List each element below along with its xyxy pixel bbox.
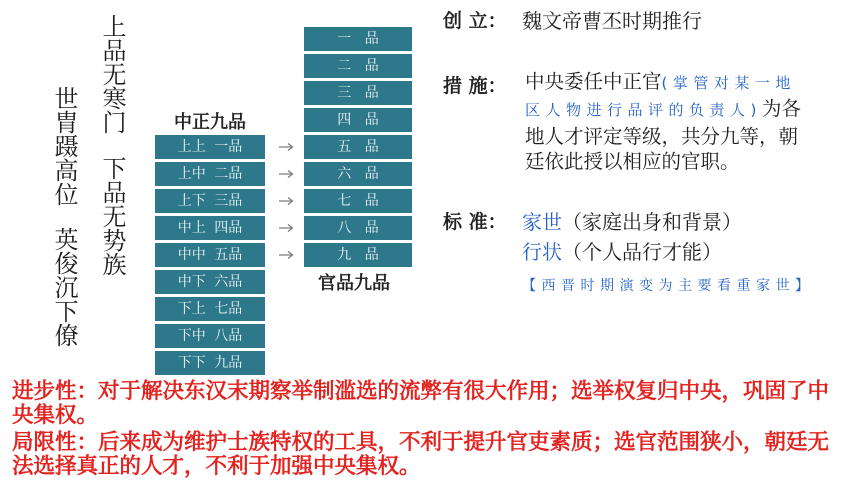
- mapping-arrow-icon: [277, 189, 295, 213]
- evaluation-limitations-label: 局限性：: [12, 430, 99, 455]
- criteria-item-conduct: [522, 241, 722, 263]
- founding-text: 魏文帝曹丕时期推行: [522, 9, 702, 33]
- zhongzheng-official-note: (掌管对某一地区人物进行品评的负责人): [525, 74, 796, 120]
- zhongzheng-rank-box: 下中 八品: [155, 324, 265, 348]
- zhongzheng-rank-box: 中上 四品: [155, 216, 265, 240]
- official-rank-box: 二 品: [304, 54, 412, 78]
- zhongzheng-rank-box: 上上 一品: [155, 135, 265, 159]
- measures-description: [525, 69, 809, 175]
- official-rank-box: 四 品: [304, 108, 412, 132]
- couplet-2-second-line: 英俊沉下僚: [50, 227, 78, 347]
- official-rank-box: 五 品: [304, 135, 412, 159]
- criteria-term: 行状: [522, 240, 562, 264]
- evaluation-limitations: [12, 431, 842, 479]
- criteria-term: 家世: [522, 210, 562, 234]
- criteria-note: 【西晋时期演变为主要看重家世】: [522, 278, 815, 294]
- official-ranks-title: 官品九品: [318, 273, 390, 294]
- mapping-arrow-icon: [277, 162, 295, 186]
- zhongzheng-ranks-title: 中正九品: [174, 112, 246, 133]
- couplet-1-second-line: 下品无势族: [98, 156, 126, 276]
- official-rank-box: 三 品: [304, 81, 412, 105]
- mapping-arrow-icon: [277, 216, 295, 240]
- criteria-label: 标 准：: [443, 211, 507, 233]
- criteria-description: （个人品行才能）: [562, 240, 722, 264]
- measures-label: 措 施：: [443, 75, 507, 97]
- couplet-2-first-line: 世胄蹑高位: [50, 86, 78, 206]
- mapping-arrow-icon: [277, 243, 295, 267]
- evaluation-limitations-text: 后来成为维护士族特权的工具，不利于提升官吏素质；选官范围狭小，朝廷无法选择真正的人才，不利于加强中央集权。: [12, 430, 830, 479]
- rank-mapping-arrows: [277, 135, 295, 375]
- couplet-1-first-line: 上品无寒门: [98, 14, 126, 134]
- evaluation-progressive-label: 进步性：: [12, 379, 99, 404]
- zhongzheng-rank-box: 上中 二品: [155, 162, 265, 186]
- criteria-item-family: [522, 211, 742, 233]
- measures-text-start: 中央委任中正官: [525, 70, 662, 93]
- official-rank-box: 八 品: [304, 216, 412, 240]
- official-rank-box: 七 品: [304, 189, 412, 213]
- criteria-description: （家庭出身和背景）: [562, 210, 742, 234]
- official-rank-box: 九 品: [304, 243, 412, 267]
- zhongzheng-rank-box: 中中 五品: [155, 243, 265, 267]
- official-rank-box: 一 品: [304, 27, 412, 51]
- zhongzheng-rank-column: [155, 135, 265, 375]
- mapping-arrow-icon: [277, 135, 295, 159]
- evaluation-progressive-text: 对于解决东汉末期察举制滥选的流弊有很大作用；选举权复归中央，巩固了中央集权。: [12, 379, 830, 428]
- founding-label: 创 立：: [443, 10, 507, 32]
- official-rank-box: 六 品: [304, 162, 412, 186]
- official-rank-column: [304, 27, 412, 267]
- zhongzheng-rank-box: 下下 九品: [155, 351, 265, 375]
- measures-text-end: 为各地人才评定等级，共分九等，朝廷依此授以相应的官职。: [525, 97, 801, 174]
- zhongzheng-rank-box: 中下 六品: [155, 270, 265, 294]
- zhongzheng-rank-box: 上下 三品: [155, 189, 265, 213]
- evaluation-progressive: [12, 380, 842, 428]
- zhongzheng-rank-box: 下上 七品: [155, 297, 265, 321]
